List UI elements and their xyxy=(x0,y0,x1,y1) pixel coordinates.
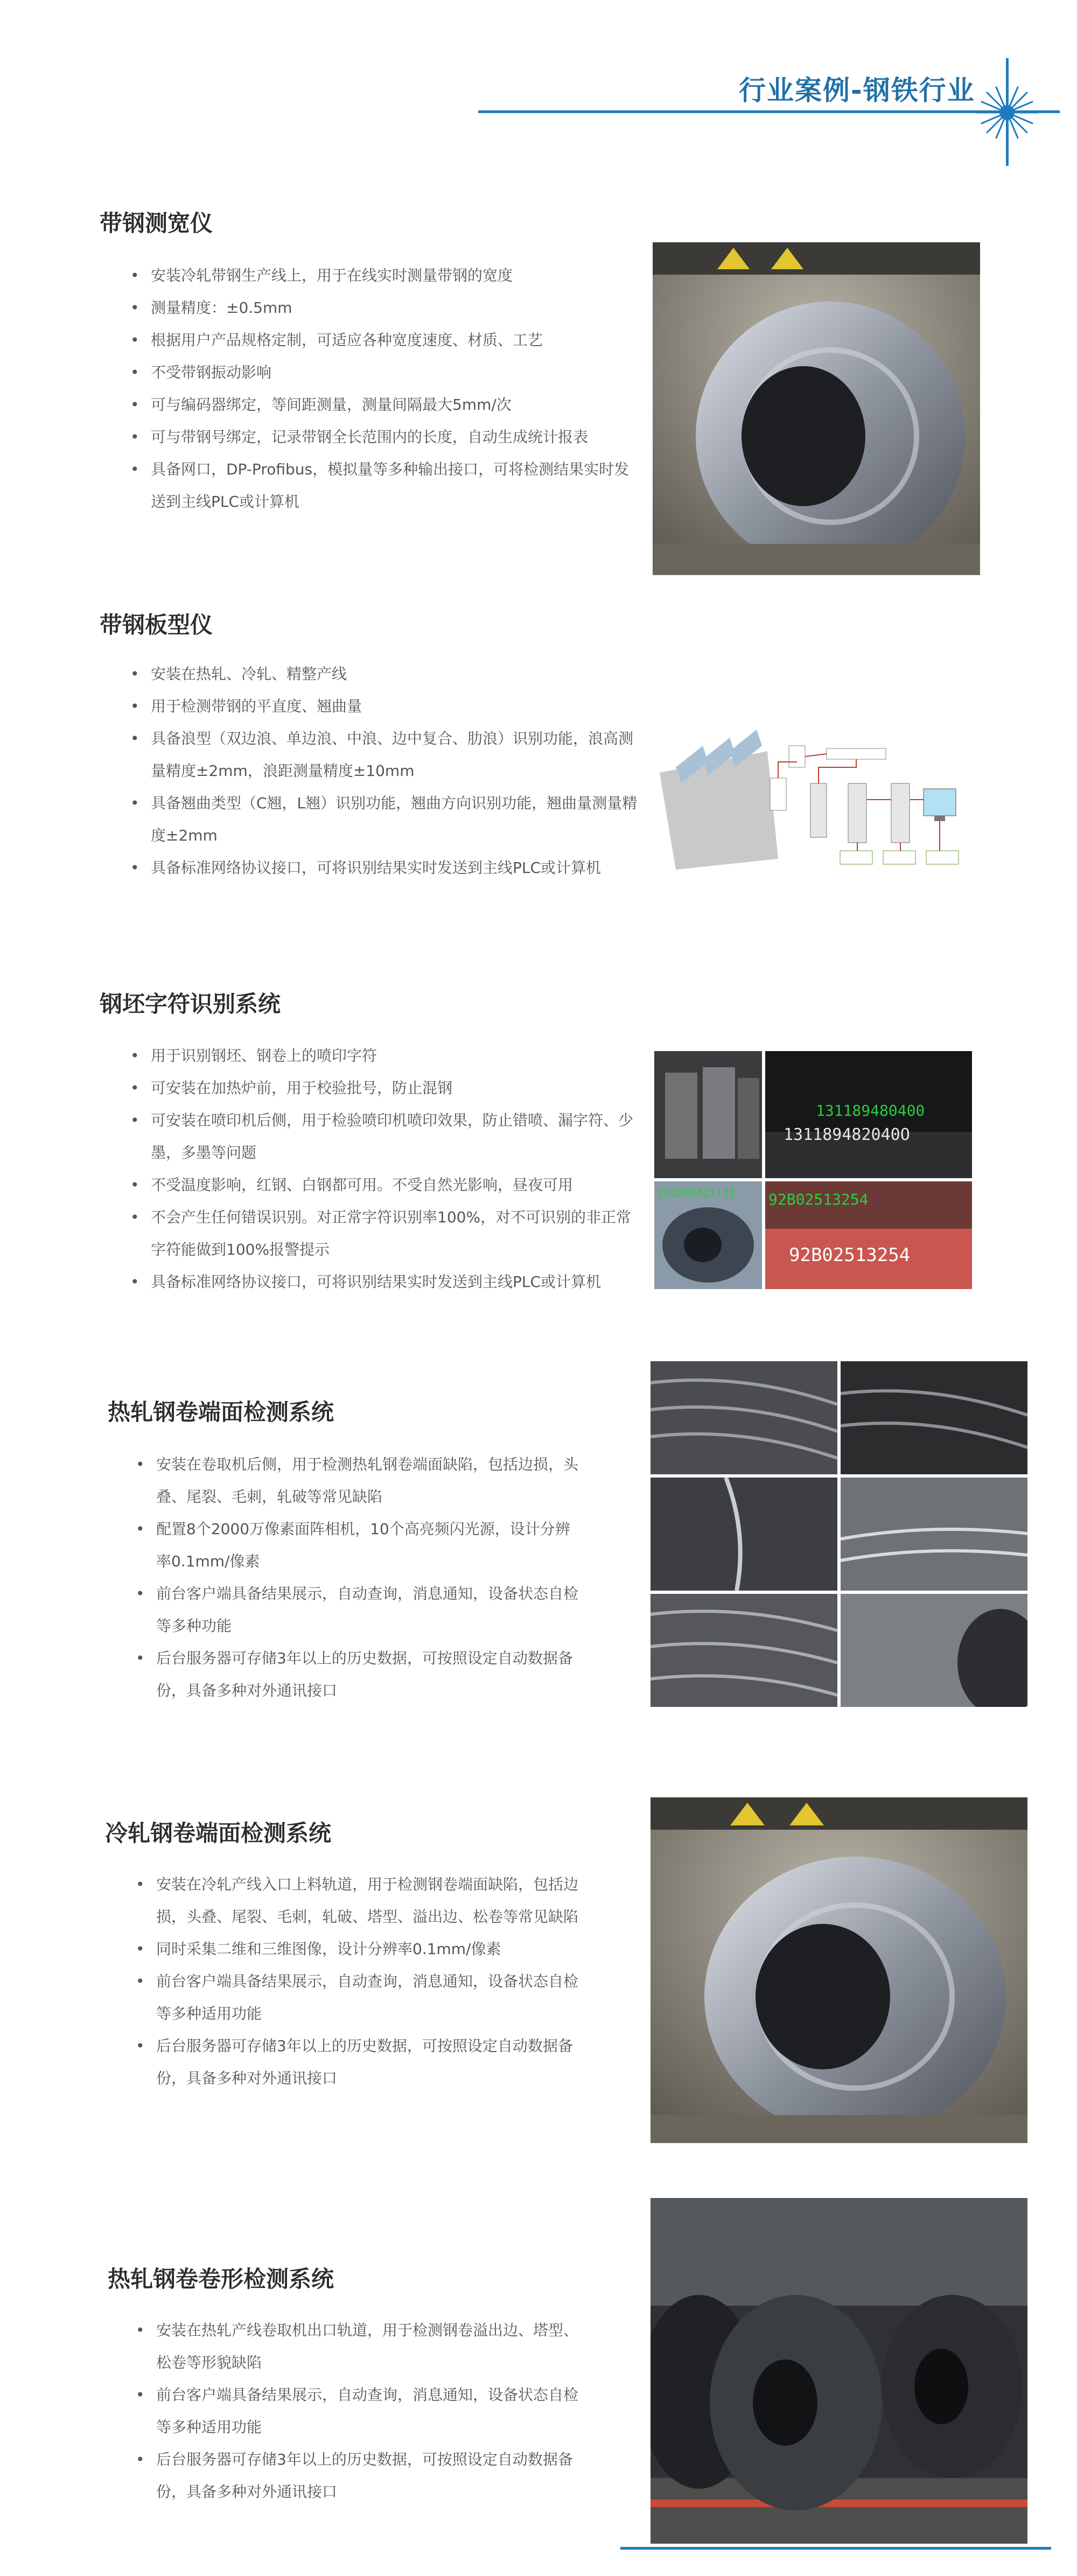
list-item: • 可与带钢号绑定，记录带钢全长范围内的长度，自动生成统计报表 xyxy=(130,428,589,446)
list-item: • 具备浪型（双边浪、单边浪、中浪、边中复合、肋浪）识别功能，浪高测量精度±2mm，浪距测量精度±10mm xyxy=(130,730,634,780)
ocr-hot-label: 92B02513254 xyxy=(768,1191,869,1208)
steel-coil-photo xyxy=(653,242,980,575)
section-title: 冷轧钢卷端面检测系统 xyxy=(105,1820,332,1846)
list-item: • 不会产生任何错误识别。对正常字符识别率100%，对不可识别的非正常字符能做到100%报警提示 xyxy=(130,1208,632,1258)
list-item: • 不受温度影响，红钢、白钢都可用。不受自然光影响，昼夜可用 xyxy=(130,1176,574,1194)
list-item: • 后台服务器可存储3年以上的历史数据，可按照设定自动数据备份，具备多种对外通讯接口 xyxy=(136,2451,573,2501)
header-title: 行业案例-钢铁行业 xyxy=(739,75,975,106)
list-item: • 可安装在加热炉前，用于校验批号，防止混钢 xyxy=(130,1079,453,1097)
flatness-system-diagram xyxy=(654,713,977,875)
list-item: • 用于识别钢坯、钢卷上的喷印字符 xyxy=(130,1047,377,1065)
bullet-list xyxy=(124,658,641,884)
section-title: 带钢板型仪 xyxy=(100,612,213,638)
list-item: • 配置8个2000万像素面阵相机，10个高亮频闪光源，设计分辨率0.1mm/像素 xyxy=(136,1520,570,1570)
section-title: 钢坯字符识别系统 xyxy=(100,991,281,1017)
list-item: • 具备网口，DP-Profibus，模拟量等多种输出接口，可将检测结果实时发送到主线PLC或计算机 xyxy=(130,460,630,510)
list-item: • 可与编码器绑定，等间距测量，测量间隔最大5mm/次 xyxy=(130,396,512,414)
list-item: • 安装在卷取机后侧，用于检测热轧钢卷端面缺陷，包括边损，头叠、尾裂、毛刺，轧破等常见缺陷 xyxy=(136,1455,579,1506)
hot-coil-yard-photo xyxy=(651,2198,1027,2544)
list-item: • 根据用户产品规格定制，可适应各种宽度速度、材质、工艺 xyxy=(130,331,543,349)
star-burst-icon xyxy=(971,76,1043,149)
list-item: • 具备标准网络协议接口，可将识别结果实时发送到主线PLC或计算机 xyxy=(130,859,602,877)
page-header xyxy=(0,0,1077,183)
list-item: • 安装在热轧产线卷取机出口轨道，用于检测钢卷溢出边、塔型、松卷等形貌缺陷 xyxy=(136,2321,579,2371)
section-title: 热轧钢卷卷形检测系统 xyxy=(108,2266,334,2292)
bullet-list xyxy=(129,1868,592,2095)
ocr-result-text: 131189480400 xyxy=(816,1102,925,1119)
list-item: • 后台服务器可存储3年以上的历史数据，可按照设定自动数据备份，具备多种对外通讯接口 xyxy=(136,2037,573,2087)
list-item: • 可安装在喷印机后侧，用于检验喷印机喷印效果，防止错喷、漏字符、少墨，多墨等问题 xyxy=(130,1111,634,1161)
list-item: • 安装冷轧带钢生产线上，用于在线实时测量带钢的宽度 xyxy=(130,267,513,284)
list-item: • 前台客户端具备结果展示，自动查询，消息通知，设备状态自检等多种适用功能 xyxy=(136,2386,579,2436)
list-item: • 前台客户端具备结果展示，自动查询，消息通知，设备状态自检等多种功能 xyxy=(136,1585,579,1635)
list-item: • 安装在热轧、冷轧、精整产线 xyxy=(130,665,347,683)
ocr-slab-text: 131189482040O xyxy=(784,1125,910,1144)
list-item: • 不受带钢振动影响 xyxy=(130,363,272,381)
ocr-coil-text: 201209A21131 xyxy=(658,1186,736,1199)
footer-rule xyxy=(620,2547,1051,2550)
cold-coil-photo xyxy=(651,1797,1027,2143)
list-item: • 前台客户端具备结果展示，自动查询，消息通知，设备状态自检等多种适用功能 xyxy=(136,1972,579,2022)
section-title: 热轧钢卷端面检测系统 xyxy=(108,1399,334,1425)
list-item: • 测量精度：±0.5mm xyxy=(130,299,292,317)
section-title: 带钢测宽仪 xyxy=(100,210,213,236)
list-item: • 具备标准网络协议接口，可将识别结果实时发送到主线PLC或计算机 xyxy=(130,1273,602,1291)
list-item: • 后台服务器可存储3年以上的历史数据，可按照设定自动数据备份，具备多种对外通讯接口 xyxy=(136,1649,573,1699)
bullet-list xyxy=(129,1448,584,1707)
list-item: • 具备翘曲类型（C翘，L翘）识别功能，翘曲方向识别功能，翘曲量测量精度±2mm xyxy=(130,794,638,844)
list-item: • 安装在冷轧产线入口上料轨道，用于检测钢卷端面缺陷，包括边损，头叠、尾裂、毛刺，轧破、塔型、溢出边、松卷等常见缺陷 xyxy=(136,1875,579,1926)
ocr-hot-text: 92B02513254 xyxy=(789,1244,911,1266)
bullet-list xyxy=(124,1040,641,1298)
list-item: • 同时采集二维和三维图像，设计分辨率0.1mm/像素 xyxy=(136,1940,501,1958)
coil-end-defect-grid xyxy=(651,1361,1027,1707)
ocr-sample-grid xyxy=(654,1051,972,1289)
bullet-list xyxy=(124,260,633,518)
list-item: • 用于检测带钢的平直度、翘曲量 xyxy=(130,697,362,715)
bullet-list xyxy=(129,2314,592,2508)
